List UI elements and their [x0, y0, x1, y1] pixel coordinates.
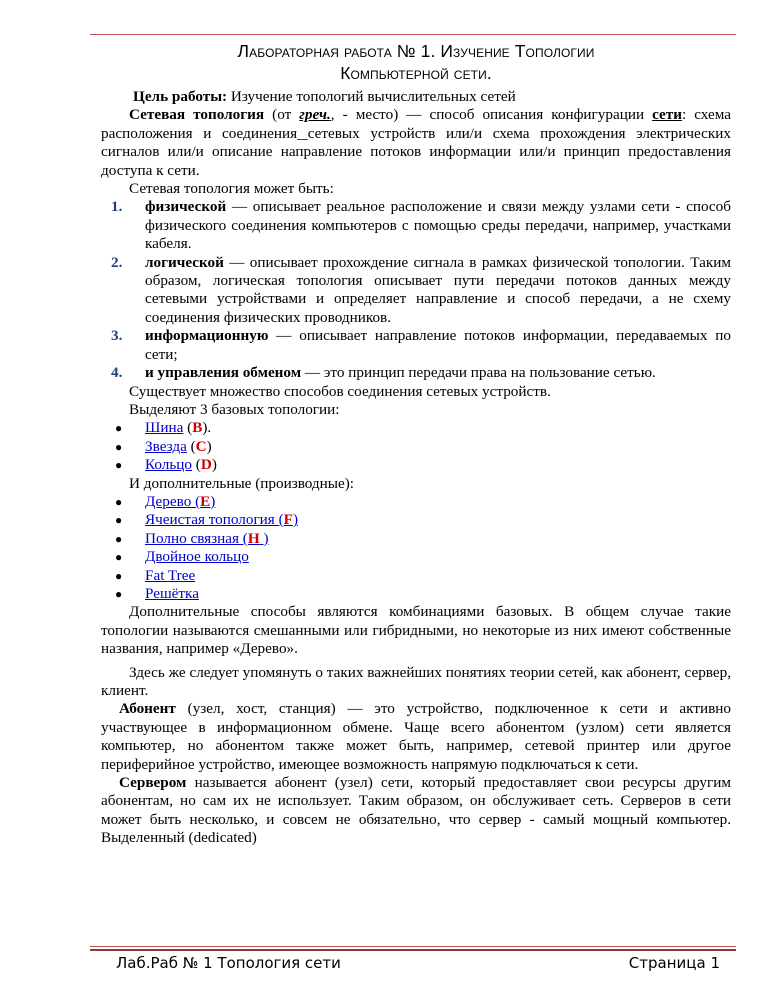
- list-item: [101, 548, 731, 566]
- goal-paragraph: [101, 88, 731, 106]
- list-number: 3.: [111, 327, 123, 345]
- link-text: Полно связная (: [145, 529, 248, 547]
- link-ring[interactable]: Кольцо: [145, 456, 192, 474]
- bullet-icon: ●: [115, 421, 123, 436]
- bullet-icon: ●: [115, 513, 123, 528]
- letter-label: C: [195, 437, 207, 455]
- base-topologies-list: [101, 419, 731, 474]
- blank-link[interactable]: [297, 125, 308, 142]
- link-close: ): [259, 529, 269, 547]
- type-term: информационную: [145, 327, 269, 345]
- definition-term: Сетевая топология: [129, 106, 265, 124]
- type-term: и управления обменом: [145, 364, 302, 382]
- list-item: [101, 438, 731, 456]
- type-text: — описывает направление потоков информации, передаваемых по сети;: [145, 327, 731, 363]
- letter-label: D: [200, 456, 212, 474]
- list-item: [101, 493, 731, 511]
- letter-label: F: [283, 511, 293, 529]
- link-star[interactable]: Звезда: [145, 437, 187, 455]
- bullet-icon: ●: [115, 494, 123, 509]
- goal-text: Изучение топологий вычислительных сетей: [227, 88, 516, 105]
- topology-types-list: [101, 198, 731, 382]
- list-item: [101, 530, 731, 548]
- link-text: Ячеистая топология (: [145, 511, 284, 529]
- page-number: Страница 1: [628, 954, 720, 972]
- goal-label: Цель работы:: [133, 88, 228, 105]
- link-mesh[interactable]: [145, 511, 298, 528]
- server-paragraph: [101, 774, 731, 848]
- list-item: [101, 511, 731, 529]
- bullet-icon: ●: [115, 439, 123, 454]
- type-term: физической: [145, 198, 227, 216]
- extra-topologies-list: [101, 493, 731, 603]
- extra-intro-line: И дополнительные (производные):: [129, 474, 354, 492]
- paren: (: [183, 419, 193, 437]
- letter-label: B: [192, 419, 203, 437]
- list-number: 2.: [111, 253, 123, 271]
- bullet-icon: ●: [115, 586, 123, 601]
- footer-rule-thick: [90, 949, 736, 951]
- paren: ): [206, 437, 212, 455]
- title-line-1: Лабораторная работа № 1. Изучение Топологии: [237, 41, 595, 61]
- paren: ): [211, 456, 217, 474]
- list-item: [101, 585, 731, 603]
- paren: ).: [202, 419, 212, 437]
- definition-text-1: (от: [264, 106, 300, 124]
- list-item: [101, 254, 731, 328]
- footer-title: Лаб.Раб № 1 Топология сети: [116, 954, 341, 972]
- type-text: — описывает прохождение сигнала в рамках физической топологии. Таким образом, логическая топология описывает пути передачи потоков данных между сетевыми устройствами и определяет направление и способ передачи, а не схему соединения физических проводников.: [145, 253, 731, 326]
- definition-paragraph: [101, 106, 731, 180]
- link-fat-tree[interactable]: Fat Tree: [145, 566, 196, 584]
- definition-text-2: , - место) — способ описания конфигурации: [330, 106, 653, 124]
- header-rule: [90, 34, 736, 35]
- list-item: [101, 198, 731, 253]
- link-close: ): [292, 511, 298, 529]
- list-item: [101, 327, 731, 364]
- footer-rule: [90, 946, 736, 947]
- list-item: [101, 419, 731, 437]
- link-bus[interactable]: Шина: [145, 419, 184, 437]
- list-number: 4.: [111, 364, 123, 382]
- link-lattice[interactable]: Решётка: [145, 584, 199, 602]
- list-item: [101, 456, 731, 474]
- base-intro-line: Выделяют 3 базовых топологии:: [129, 400, 340, 418]
- page-title: [101, 40, 731, 84]
- link-text: Дерево (: [145, 492, 201, 510]
- letter-label: H: [247, 529, 260, 547]
- may-be-line: Сетевая топология может быть:: [129, 180, 334, 198]
- list-item: [101, 567, 731, 585]
- paren: (: [192, 456, 201, 474]
- type-text: — описывает реальное расположение и связи между узлами сети - способ физического соединения компьютеров с помощью среды передачи, например, участками кабеля.: [145, 198, 731, 253]
- link-double-ring[interactable]: Двойное кольцо: [145, 548, 249, 566]
- title-line-2: Компьютерной сети.: [340, 63, 492, 83]
- link-close: ): [210, 492, 216, 510]
- subscriber-paragraph: [101, 700, 731, 774]
- definition-text-3: : схема расположения и соединения: [101, 106, 731, 142]
- document-page: [101, 36, 731, 848]
- bullet-icon: ●: [115, 458, 123, 473]
- definition-text-4: сетевых устройств или/и схема прохождения электрических сигналов или/и описание направление потоков информации или/и принцип предоставления доступа к сети.: [101, 124, 731, 179]
- link-tree[interactable]: [145, 493, 215, 510]
- list-item: [101, 364, 731, 382]
- link-full-mesh[interactable]: [145, 530, 269, 547]
- list-number: 1.: [111, 198, 123, 216]
- network-link[interactable]: сети: [652, 106, 682, 124]
- server-term: Сервером: [119, 774, 187, 792]
- letter-label: E: [200, 492, 211, 510]
- type-text: — это принцип передачи права на пользование сетью.: [301, 364, 656, 382]
- greek-abbrev: греч.: [299, 106, 331, 124]
- bullet-icon: ●: [115, 531, 123, 546]
- bullet-icon: ●: [115, 568, 123, 583]
- server-text: называется абонент (узел) сети, который предоставляет свои ресурсы другим абонентам, но сам их не использует. Таким образом, он обслуживает сеть. Серверов в сети может быть несколько, и совсем не обязательно, что сервер - самый мощный компьютер. Выделенный (dedicated): [101, 774, 731, 847]
- paren: (: [186, 437, 196, 455]
- combo-paragraph: Дополнительные способы являются комбинациями базовых. В общем случае такие топологии называются смешанными или гибридными, но некоторые из них имеют собственные названия, например «Дерево».: [101, 603, 731, 658]
- concepts-paragraph: Здесь же следует упомянуть о таких важнейших понятиях теории сетей, как абонент, сервер, клиент.: [101, 663, 731, 699]
- subscriber-text: (узел, хост, станция) — это устройство, подключенное к сети и активно участвующее в информационном обмене. Чаще всего абонентом (узлом) сети является компьютер, но абонентом также может быть, например, сетевой принтер или другое периферийное устройство, имеющее возможность напрямую подключаться к сети.: [101, 700, 731, 773]
- many-ways-line: Существует множество способов соединения сетевых устройств.: [129, 382, 551, 400]
- type-term: логической: [145, 253, 224, 271]
- bullet-icon: ●: [115, 550, 123, 565]
- subscriber-term: Абонент: [119, 700, 176, 718]
